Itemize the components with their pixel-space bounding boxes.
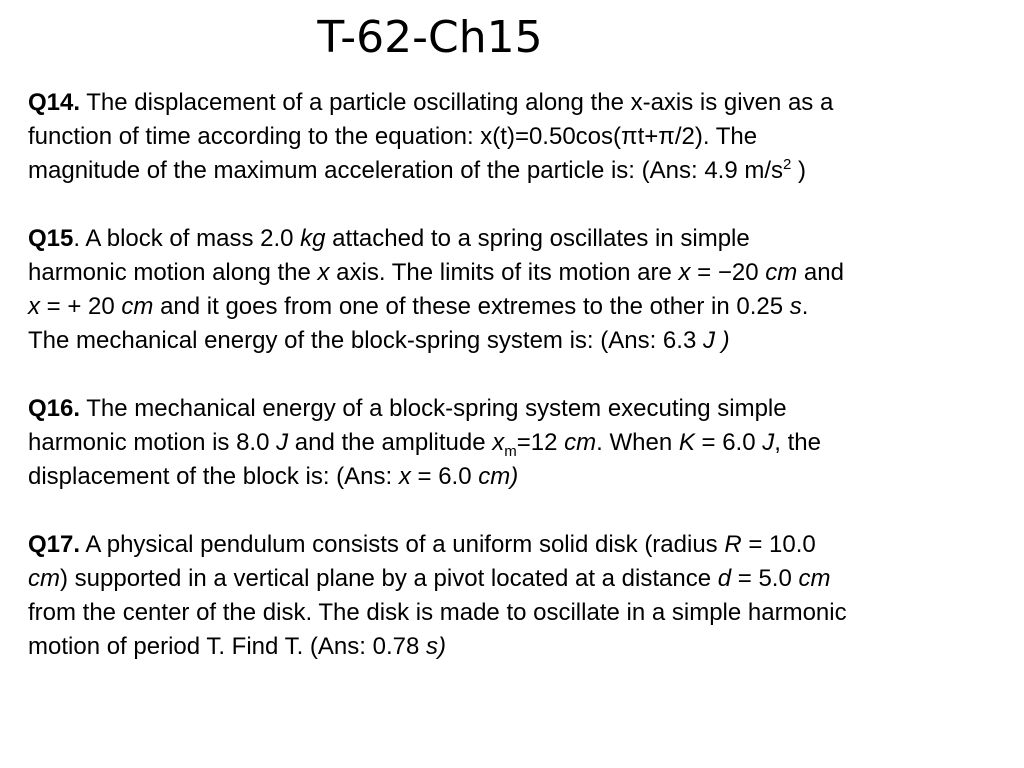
question-line: harmonic motion is 8.0 J and the amplitude $x_m=12$ cm. When K = 6.0 J, the (28, 429, 821, 460)
question-line: Q16. The mechanical energy of a block-spring system executing simple (28, 395, 787, 422)
question-q16 (28, 392, 1008, 494)
question-label: Q14. (28, 89, 81, 116)
question-line: harmonic motion along the x axis. The limits of its motion are x = −20 cm and (28, 259, 844, 286)
question-line: Q14. The displacement of a particle oscillating along the x-axis is given as a (28, 89, 834, 116)
question-line: motion of period T. Find T. (Ans: 0.78 s) (28, 633, 446, 660)
question-q15 (28, 222, 1008, 358)
question-label: Q16. (28, 395, 81, 422)
question-q17 (28, 528, 1008, 664)
question-line: from the center of the disk. The disk is made to oscillate in a simple harmonic (28, 599, 847, 626)
question-line: cm) supported in a vertical plane by a pivot located at a distance d = 5.0 cm (28, 565, 831, 592)
question-label: Q17. (28, 531, 81, 558)
superscript: 2 (783, 156, 792, 173)
slide-title: T-62-Ch15 (317, 12, 543, 63)
question-line: function of time according to the equation: x(t)=0.50cos(πt+π/2). The (28, 123, 758, 150)
question-line: magnitude of the maximum acceleration of the particle is: (Ans: 4.9 $m/s^2$ ) (28, 156, 807, 184)
subscript: m (504, 442, 517, 460)
question-label: Q15 (28, 225, 74, 252)
question-line: Q15. A block of mass 2.0 kg attached to a spring oscillates in simple (28, 225, 750, 252)
question-line: Q17. A physical pendulum consists of a uniform solid disk (radius R = 10.0 (28, 531, 816, 558)
question-line: x = + 20 cm and it goes from one of these extremes to the other in 0.25 s. (28, 293, 809, 320)
questions-list (28, 86, 1008, 664)
question-q14 (28, 86, 1008, 188)
pi-symbol: π (621, 123, 638, 150)
question-line: The mechanical energy of the block-spring system is: (Ans: 6.3 J ) (28, 327, 730, 354)
pi-symbol: π (658, 123, 675, 150)
question-line: displacement of the block is: (Ans: x = 6.0 cm) (28, 463, 519, 490)
